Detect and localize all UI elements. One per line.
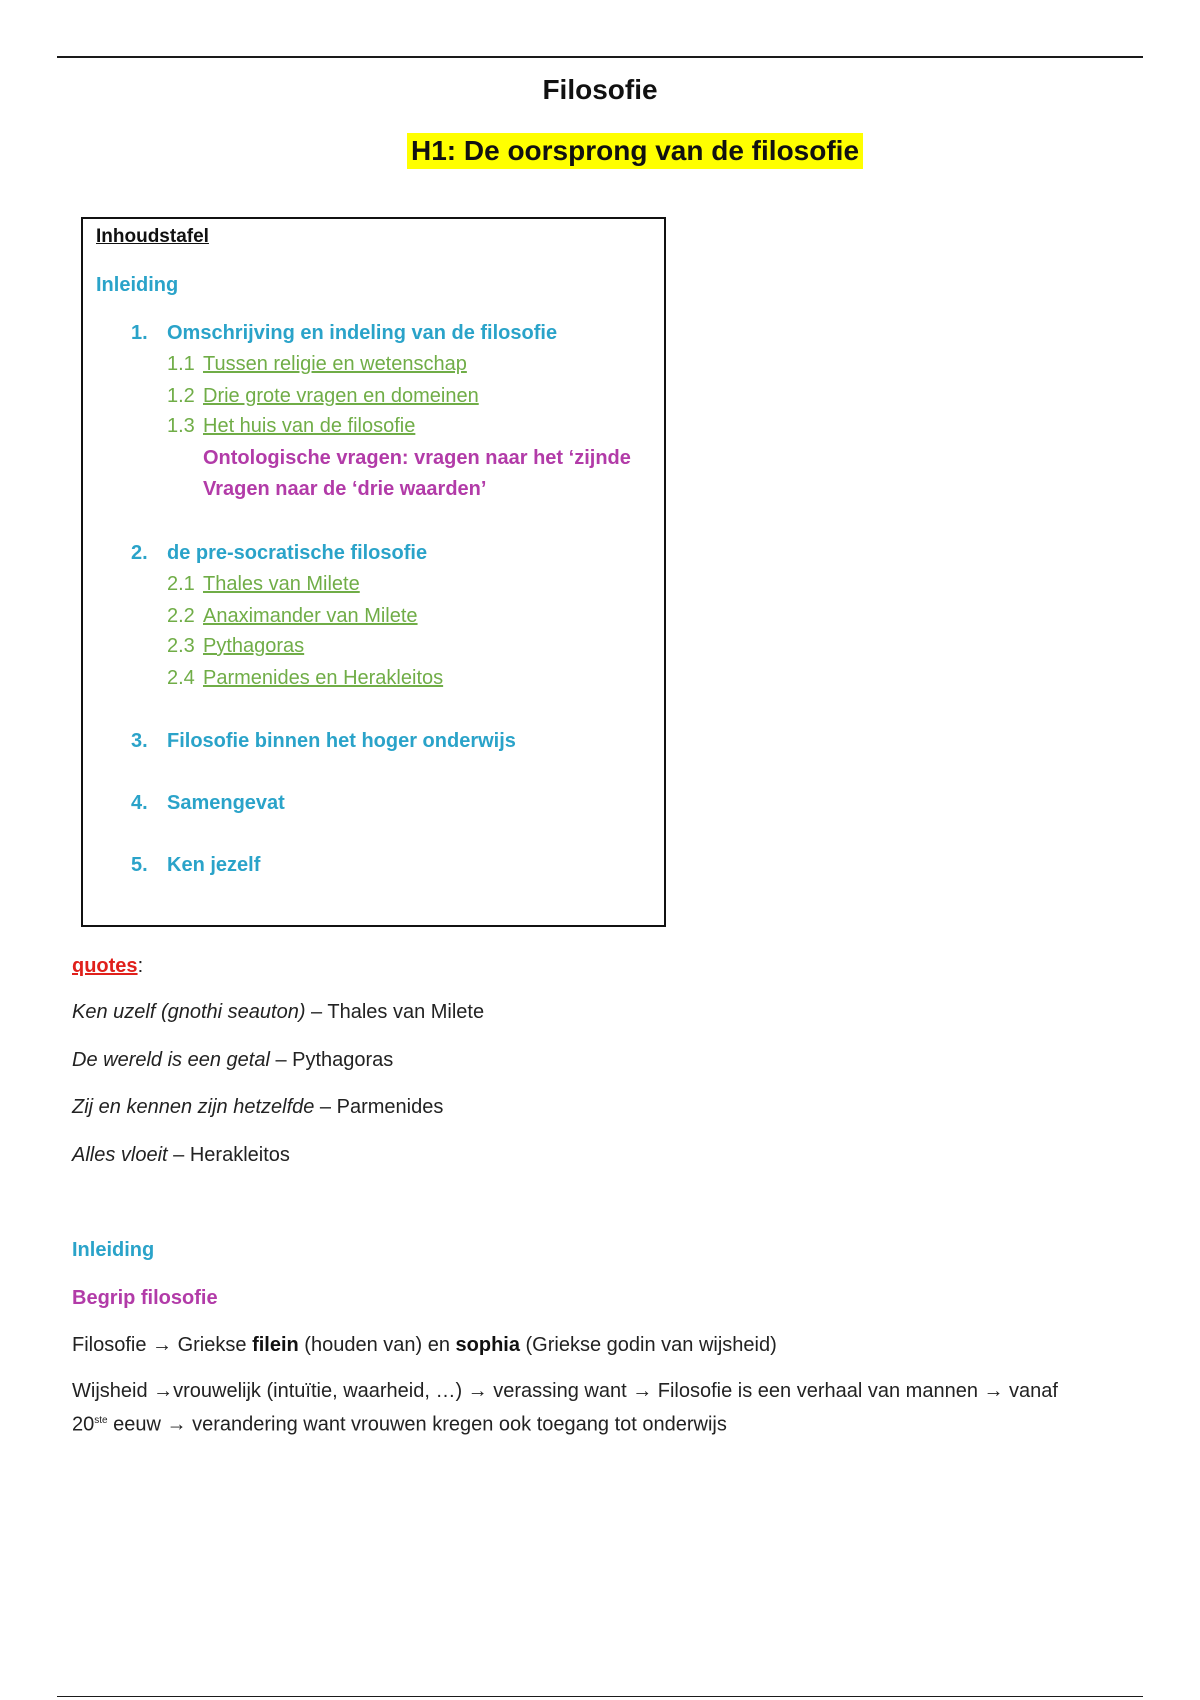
term-filein: filein	[252, 1334, 299, 1356]
toc-subitem-three-values[interactable]: Vragen naar de ‘drie waarden’	[203, 478, 487, 500]
toc-section-label: Samengevat	[167, 792, 285, 814]
quote-author: – Pythagoras	[269, 1049, 394, 1071]
toc-subsection-link[interactable]: Parmenides en Herakleitos	[203, 667, 444, 689]
quote-item	[72, 1144, 290, 1167]
toc-section-2[interactable]	[131, 542, 427, 565]
toc-intro-link[interactable]: Inleiding	[96, 274, 179, 296]
toc-section-1[interactable]	[131, 322, 557, 345]
toc-subsection-number: 1.3	[167, 415, 195, 437]
toc-section-label: Ken jezelf	[167, 854, 261, 876]
toc-section-number: 1.	[131, 322, 148, 344]
chapter-title-wrap	[0, 133, 1200, 169]
toc-subsection-1-1[interactable]	[167, 353, 467, 376]
toc-subsection-number: 2.1	[167, 573, 195, 595]
quote-item	[72, 1049, 393, 1072]
quote-item	[72, 1001, 484, 1024]
toc-subsection-2-4[interactable]	[167, 667, 443, 690]
subsection-heading-begrip: Begrip filosofie	[72, 1287, 218, 1309]
toc-subsection-2-2[interactable]	[167, 605, 418, 628]
section-heading-inleiding: Inleiding	[72, 1239, 155, 1261]
quote-author: – Herakleitos	[167, 1144, 290, 1166]
toc-section-number: 4.	[131, 792, 148, 814]
quote-text: Ken uzelf (gnothi seauton)	[72, 1001, 306, 1023]
text-run: (houden van) en	[298, 1334, 456, 1356]
quotes-colon: :	[137, 955, 144, 977]
paragraph-line	[72, 1406, 1132, 1440]
toc-subitem-ontological[interactable]: Ontologische vragen: vragen naar het ‘zijnde	[203, 447, 631, 469]
toc-subsection-1-3[interactable]	[167, 415, 415, 438]
toc-subsection-number: 2.3	[167, 635, 195, 657]
toc-subsection-link[interactable]: Het huis van de filosofie	[203, 415, 416, 437]
quotes-heading	[72, 955, 143, 978]
toc-heading: Inhoudstafel	[96, 226, 209, 247]
toc-section-number: 2.	[131, 542, 148, 564]
quotes-label: quotes	[72, 955, 138, 977]
toc-subsection-1-2[interactable]	[167, 385, 479, 408]
toc-section-label: de pre-socratische filosofie	[167, 542, 428, 564]
text-run: eeuw → verandering want vrouwen kregen ook toegang tot onderwijs	[107, 1413, 727, 1436]
top-rule	[57, 56, 1143, 58]
superscript: ste	[94, 1415, 108, 1426]
toc-section-number: 3.	[131, 730, 148, 752]
term-sophia: sophia	[455, 1334, 520, 1356]
text-run: Filosofie → Griekse	[72, 1334, 253, 1356]
quote-text: De wereld is een getal	[72, 1049, 270, 1071]
toc-subsection-link[interactable]: Anaximander van Milete	[203, 605, 418, 627]
toc-subsection-2-1[interactable]	[167, 573, 360, 596]
toc-subsection-number: 1.2	[167, 385, 195, 407]
toc-subsection-number: 2.4	[167, 667, 195, 689]
toc-subsection-number: 2.2	[167, 605, 195, 627]
toc-section-label: Filosofie binnen het hoger onderwijs	[167, 730, 516, 752]
bottom-rule	[57, 1696, 1143, 1697]
toc-section-4[interactable]	[131, 792, 285, 815]
toc-section-3[interactable]	[131, 730, 516, 753]
paragraph-definition	[72, 1334, 777, 1357]
text-run: (Griekse godin van wijsheid)	[519, 1334, 777, 1356]
toc-subsection-link[interactable]: Tussen religie en wetenschap	[203, 353, 467, 375]
quote-text: Zij en kennen zijn hetzelfde	[72, 1096, 315, 1118]
toc-subsection-link[interactable]: Pythagoras	[203, 635, 305, 657]
toc-subsection-link[interactable]: Drie grote vragen en domeinen	[203, 385, 479, 407]
text-run: 20	[72, 1413, 95, 1436]
table-of-contents	[81, 217, 666, 927]
toc-section-label: Omschrijving en indeling van de filosofie	[167, 322, 558, 344]
paragraph-line: Wijsheid →vrouwelijk (intuïtie, waarheid, …) → verassing want → Filosofie is een verhaal van mannen → vanaf	[72, 1380, 1058, 1402]
quote-text: Alles vloeit	[72, 1144, 168, 1166]
quote-item	[72, 1096, 443, 1119]
toc-subsection-number: 1.1	[167, 353, 195, 375]
document-title: Filosofie	[542, 74, 658, 105]
toc-section-number: 5.	[131, 854, 148, 876]
quote-author: – Parmenides	[314, 1096, 444, 1118]
paragraph-wisdom	[72, 1376, 1132, 1440]
toc-subsection-2-3[interactable]	[167, 635, 304, 658]
quote-author: – Thales van Milete	[305, 1001, 485, 1023]
chapter-title: H1: De oorsprong van de filosofie	[407, 133, 863, 169]
toc-section-5[interactable]	[131, 854, 260, 877]
toc-subsection-link[interactable]: Thales van Milete	[203, 573, 360, 595]
